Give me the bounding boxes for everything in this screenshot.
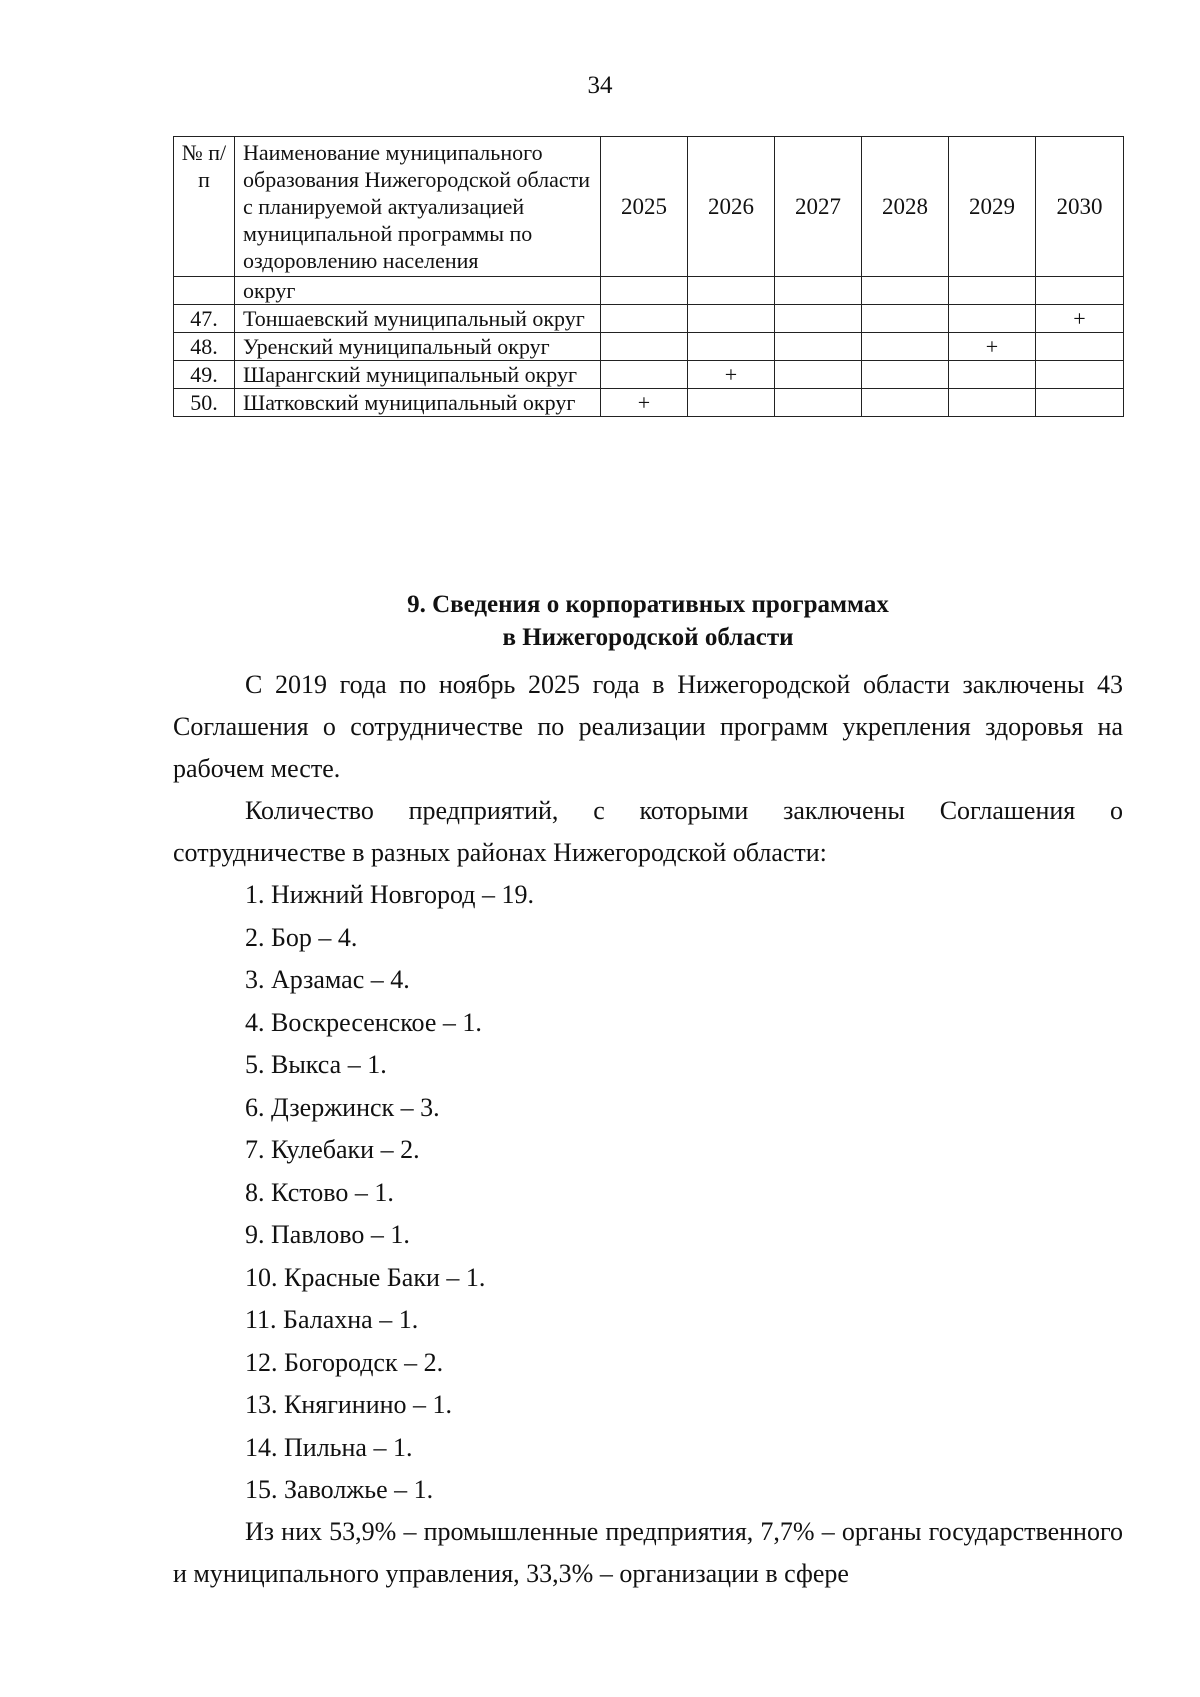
section-title-line: в Нижегородской области (502, 624, 794, 651)
row-mark (1036, 333, 1124, 361)
row-mark: + (1036, 305, 1124, 333)
row-mark (1036, 389, 1124, 417)
paragraph-count: Количество предприятий, с которыми заключены Соглашения о сотрудничестве в разных районах Нижегородской области: (173, 796, 1123, 867)
row-mark (1036, 277, 1124, 305)
list-item: 2. Бор – 4. (245, 922, 358, 952)
header-name: Наименование муниципального образования Нижегородской области с планируемой актуализацией муниципальной программы по оздоровлению населения (235, 137, 601, 277)
row-mark (775, 277, 862, 305)
table-row (174, 277, 1124, 305)
row-mark (688, 389, 775, 417)
table-row (174, 305, 1124, 333)
section-title-line: 9. Сведения о корпоративных программах (407, 591, 889, 618)
row-num: 48. (174, 333, 235, 361)
row-mark: + (601, 389, 688, 417)
row-mark (862, 277, 949, 305)
row-mark (775, 333, 862, 361)
row-mark (949, 277, 1036, 305)
section-title (173, 588, 1123, 654)
page-number: 34 (587, 72, 613, 99)
city-list (245, 874, 534, 1512)
list-item: 6. Дзержинск – 3. (245, 1092, 440, 1122)
header-year: 2026 (688, 137, 775, 277)
header-year: 2029 (949, 137, 1036, 277)
row-mark (601, 333, 688, 361)
list-item: 5. Выкса – 1. (245, 1050, 387, 1079)
row-mark (949, 305, 1036, 333)
row-name: Тоншаевский муниципальный округ (235, 305, 601, 333)
list-item: 11. Балахна – 1. (245, 1305, 419, 1334)
row-name: Уренский муниципальный округ (235, 333, 601, 361)
header-year: 2027 (775, 137, 862, 277)
list-item: 4. Воскресенское – 1. (245, 1007, 482, 1037)
municipal-programs-table (173, 136, 1124, 417)
row-mark (601, 361, 688, 389)
table-row (174, 361, 1124, 389)
paragraph-intro: С 2019 года по ноябрь 2025 года в Нижегородской области заключены 43 Соглашения о сотрудничестве по реализации программ укрепления здоровья на рабочем месте. (173, 670, 1123, 783)
list-item: 7. Кулебаки – 2. (245, 1135, 420, 1164)
list-item: 14. Пильна – 1. (245, 1432, 413, 1462)
row-mark (862, 305, 949, 333)
list-item: 1. Нижний Новгород – 19. (245, 880, 534, 909)
row-num: 50. (174, 389, 235, 417)
row-name: Шарангский муниципальный округ (235, 361, 601, 389)
header-num: № п/п (174, 137, 235, 277)
row-mark: + (949, 333, 1036, 361)
paragraph-breakdown: Из них 53,9% – промышленные предприятия, 7,7% – органы государственного и муниципального управления, 33,3% – организации в сфере (173, 1517, 1123, 1588)
row-mark: + (688, 361, 775, 389)
row-mark (688, 305, 775, 333)
row-mark (601, 277, 688, 305)
list-item: 10. Красные Баки – 1. (245, 1262, 486, 1292)
row-mark (775, 389, 862, 417)
header-year: 2030 (1036, 137, 1124, 277)
row-mark (1036, 361, 1124, 389)
table-row (174, 333, 1124, 361)
row-name: Шатковский муниципальный округ (235, 389, 601, 417)
list-item: 13. Княгинино – 1. (245, 1390, 453, 1419)
row-mark (949, 361, 1036, 389)
table-row (174, 389, 1124, 417)
row-mark (775, 361, 862, 389)
header-year: 2025 (601, 137, 688, 277)
row-mark (601, 305, 688, 333)
list-item: 8. Кстово – 1. (245, 1177, 394, 1207)
row-mark (949, 389, 1036, 417)
list-item: 3. Арзамас – 4. (245, 965, 410, 994)
row-mark (862, 389, 949, 417)
row-mark (688, 333, 775, 361)
row-num: 47. (174, 305, 235, 333)
list-item: 9. Павлово – 1. (245, 1220, 410, 1249)
row-mark (688, 277, 775, 305)
row-mark (775, 305, 862, 333)
row-num (174, 277, 235, 305)
table-header-row (174, 137, 1124, 277)
row-name: округ (235, 277, 601, 305)
list-item: 12. Богородск – 2. (245, 1347, 444, 1377)
row-mark (862, 361, 949, 389)
row-num: 49. (174, 361, 235, 389)
header-year: 2028 (862, 137, 949, 277)
list-item: 15. Заволжье – 1. (245, 1475, 434, 1504)
row-mark (862, 333, 949, 361)
